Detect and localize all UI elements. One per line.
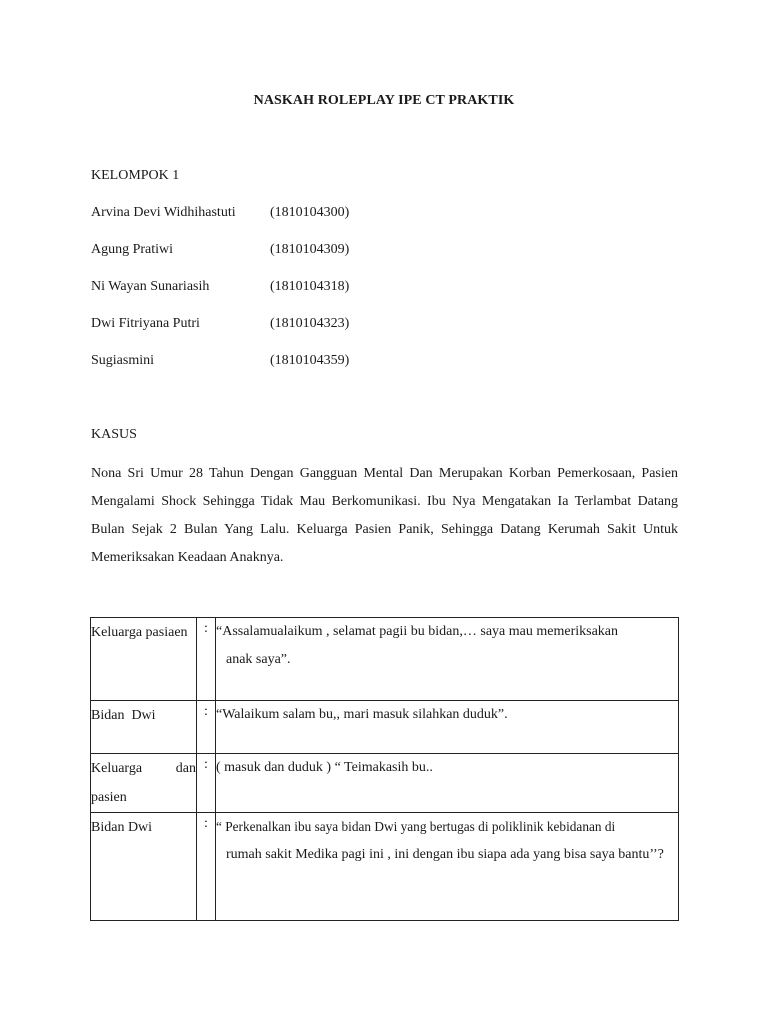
dialog-line-rest: anak saya”. xyxy=(226,652,291,667)
member-id: (1810104309) xyxy=(270,242,350,257)
dialog-speaker: Keluarga pasiaen xyxy=(91,618,197,701)
document-title: NASKAH ROLEPLAY IPE CT PRAKTIK xyxy=(253,93,515,108)
member-id: (1810104300) xyxy=(270,205,350,220)
dialog-colon: : xyxy=(197,813,216,921)
member-row xyxy=(91,242,349,279)
dialog-line xyxy=(216,701,679,754)
dialog-colon: : xyxy=(197,701,216,754)
dialog-row xyxy=(91,754,679,813)
member-id: (1810104323) xyxy=(270,316,350,331)
dialog-line-rest: rumah sakit Medika pagi ini , ini dengan ibu siapa ada yang bisa saya bantu’’? xyxy=(226,847,664,862)
member-row xyxy=(91,279,349,316)
member-list xyxy=(91,205,349,390)
group-heading: KELOMPOK 1 xyxy=(91,168,180,183)
member-row xyxy=(91,316,349,353)
member-row xyxy=(91,353,349,390)
case-heading: KASUS xyxy=(91,427,137,442)
member-name: Agung Pratiwi xyxy=(91,242,174,257)
dialog-line-first: “Walaikum salam bu,, mari masuk silahkan duduk”. xyxy=(216,707,508,722)
member-row xyxy=(91,205,349,242)
dialog-line-first: “Assalamualaikum , selamat pagii bu bidan,… saya mau memeriksakan xyxy=(216,624,618,639)
dialog-row xyxy=(91,618,679,701)
dialog-table xyxy=(90,617,679,921)
dialog-speaker: Keluarga dan pasien xyxy=(91,754,197,813)
dialog-speaker: Bidan Dwi xyxy=(91,813,197,921)
member-name: Sugiasmini xyxy=(91,353,155,368)
dialog-speaker: Bidan Dwi xyxy=(91,701,197,754)
dialog-row xyxy=(91,701,679,754)
dialog-line xyxy=(216,754,679,813)
member-id: (1810104318) xyxy=(270,279,350,294)
dialog-line xyxy=(216,813,679,921)
member-name: Ni Wayan Sunariasih xyxy=(91,279,210,294)
dialog-line-first: ( masuk dan duduk ) “ Teimakasih bu.. xyxy=(216,760,433,775)
dialog-line xyxy=(216,618,679,701)
member-name: Arvina Devi Widhihastuti xyxy=(91,205,236,220)
dialog-colon: : xyxy=(197,618,216,701)
case-description: Nona Sri Umur 28 Tahun Dengan Gangguan Mental Dan Merupakan Korban Pemerkosaan, Pasien Mengalami Shock Sehingga Tidak Mau Berkomunikasi. Ibu Nya Mengatakan Ia Terlambat Datang Bulan Sejak 2 Bulan Yang Lalu. Keluarga Pasien Panik, Sehingga Datang Kerumah Sakit Untuk Memeriksakan Keadaan Anaknya. xyxy=(91,466,678,565)
dialog-row xyxy=(91,813,679,921)
member-id: (1810104359) xyxy=(270,353,350,368)
member-name: Dwi Fitriyana Putri xyxy=(91,316,200,331)
dialog-colon: : xyxy=(197,754,216,813)
dialog-line-first: “ Perkenalkan ibu saya bidan Dwi yang bertugas di poliklinik kebidanan di xyxy=(216,819,616,834)
